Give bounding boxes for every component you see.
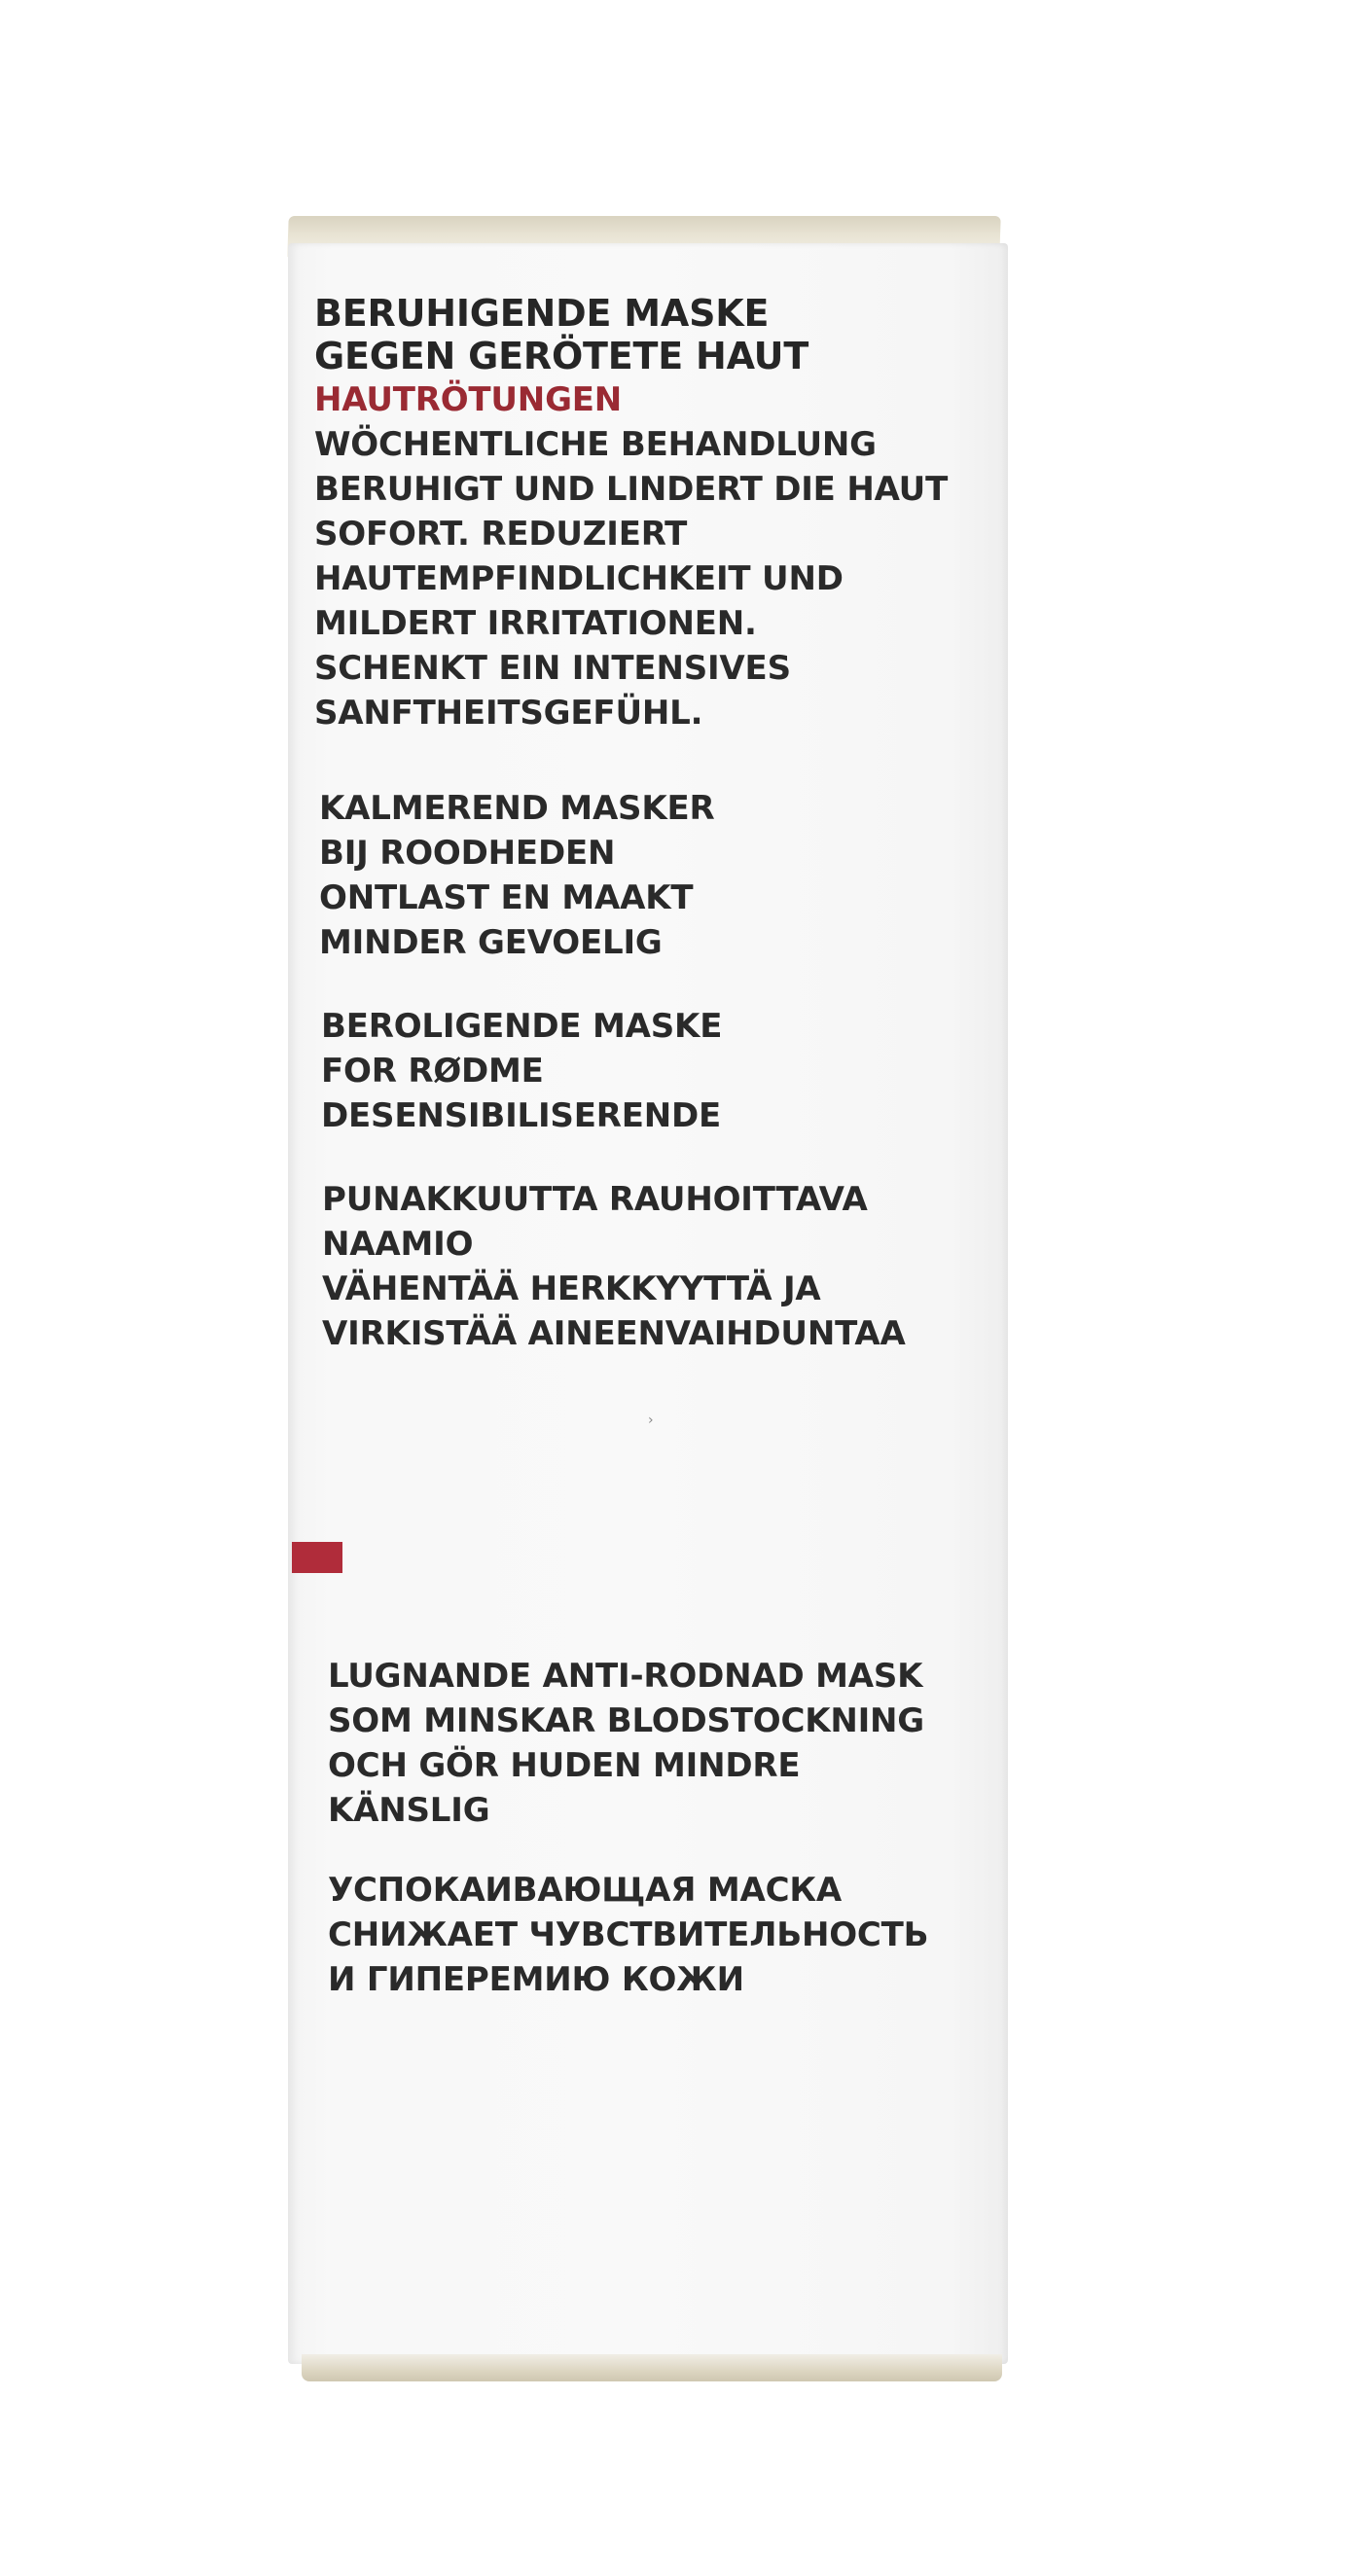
box-bottom-edge: [302, 2354, 1002, 2381]
german-body-line: SCHENKT EIN INTENSIVES: [314, 649, 791, 688]
finnish-line: VIRKISTÄÄ AINEENVAIHDUNTAA: [322, 1314, 906, 1353]
print-speck: ›: [648, 1413, 654, 1428]
german-accent-label: HAUTRÖTUNGEN: [314, 380, 623, 419]
german-body-line: MILDERT IRRITATIONEN.: [314, 604, 757, 643]
russian-section: [328, 1868, 928, 2002]
dutch-line: ONTLAST EN MAAKT: [319, 878, 694, 917]
dutch-line: KALMEREND MASKER: [319, 789, 715, 828]
finnish-section: [322, 1177, 906, 1356]
danish-line: DESENSIBILISERENDE: [321, 1096, 722, 1135]
dutch-section: [319, 786, 715, 965]
german-title-line-1: BERUHIGENDE MASKE: [314, 292, 770, 335]
dutch-line: MINDER GEVOELIG: [319, 923, 663, 962]
russian-line: УСПОКАИВАЮЩАЯ МАСКА: [328, 1871, 843, 1910]
finnish-line: VÄHENTÄÄ HERKKYYTTÄ JA: [322, 1270, 821, 1308]
swedish-section: [328, 1654, 924, 1833]
german-body-line: BERUHIGT UND LINDERT DIE HAUT: [314, 470, 949, 509]
danish-line: FOR RØDME: [321, 1052, 544, 1091]
german-section: [314, 292, 948, 735]
german-body-line: SOFORT. REDUZIERT: [314, 515, 688, 554]
german-title-line-2: GEGEN GERÖTETE HAUT: [314, 335, 809, 377]
finnish-line: NAAMIO: [322, 1225, 474, 1264]
german-body-line: HAUTEMPFINDLICHKEIT UND: [314, 559, 844, 598]
german-body-line: SANFTHEITSGEFÜHL.: [314, 694, 703, 733]
swedish-line: SOM MINSKAR BLODSTOCKNING: [328, 1701, 925, 1740]
danish-section: [321, 1004, 722, 1138]
dutch-line: BIJ ROODHEDEN: [319, 834, 616, 873]
german-body-line: WÖCHENTLICHE BEHANDLUNG: [314, 425, 877, 464]
danish-line: BEROLIGENDE MASKE: [321, 1007, 723, 1046]
swedish-line: OCH GÖR HUDEN MINDRE: [328, 1746, 801, 1785]
swedish-line: KÄNSLIG: [328, 1791, 490, 1830]
swedish-line: LUGNANDE ANTI-RODNAD MASK: [328, 1657, 923, 1696]
red-color-tab: [292, 1542, 342, 1573]
finnish-line: PUNAKKUUTTA RAUHOITTAVA: [322, 1180, 868, 1219]
russian-line: СНИЖАЕТ ЧУВСТВИТЕЛЬНОСТЬ: [328, 1915, 929, 1954]
russian-line: И ГИПЕРЕМИЮ КОЖИ: [328, 1960, 744, 1999]
